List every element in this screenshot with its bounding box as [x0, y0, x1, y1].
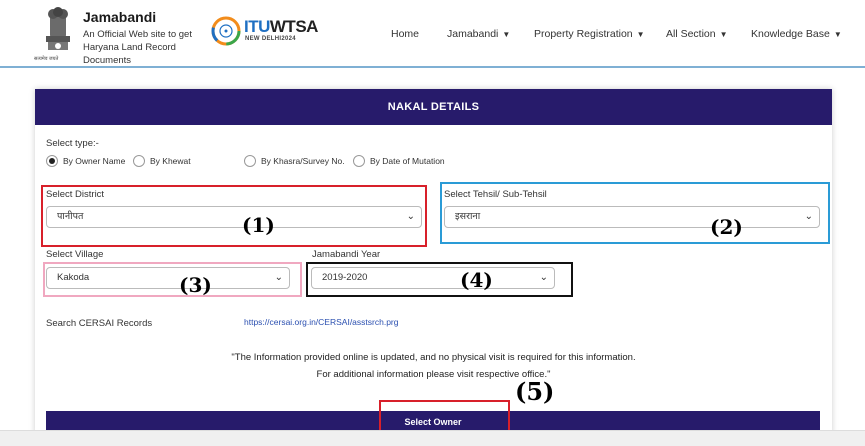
annotation-label-2: (2) [710, 215, 743, 239]
caret-down-icon: ▼ [719, 30, 728, 39]
itu-city: NEW DELHI2024 [245, 36, 296, 42]
annotation-box-2 [440, 182, 830, 244]
radio-unchecked-icon[interactable] [244, 155, 256, 167]
radio-unchecked-icon[interactable] [133, 155, 145, 167]
tehsil-label: Select Tehsil/ Sub-Tehsil [444, 189, 547, 200]
page-footer-strip [0, 430, 865, 446]
itu-wtsa-logo-icon [211, 16, 241, 46]
select-type-label: Select type:- [46, 138, 99, 149]
cersai-label: Search CERSAI Records [46, 318, 153, 329]
nav-home[interactable]: Home [391, 28, 420, 40]
site-subtitle: An Official Web site to get Haryana Land Record Documents [83, 29, 192, 66]
annotation-box-1 [41, 185, 427, 247]
village-value: Kakoda [57, 272, 90, 283]
chevron-down-icon: ⌄ [274, 272, 283, 283]
annotation-label-3: (3) [179, 273, 212, 297]
nav-jamabandi[interactable]: Jamabandi ▼ [447, 28, 511, 40]
tehsil-value: इसराना [455, 211, 481, 222]
radio-unchecked-icon[interactable] [353, 155, 365, 167]
radio-by-owner-name[interactable]: By Owner Name [46, 155, 125, 167]
annotation-box-3 [43, 262, 302, 297]
radio-by-khasra[interactable]: By Khasra/Survey No. [244, 155, 345, 167]
caret-down-icon: ▼ [502, 30, 511, 39]
annotation-label-1: (1) [242, 213, 275, 237]
radio-by-khewat[interactable]: By Khewat [133, 155, 191, 167]
annotation-box-4 [306, 262, 573, 297]
radio-by-date-of-mutation[interactable]: By Date of Mutation [353, 155, 445, 167]
nav-all-section[interactable]: All Section ▼ [666, 28, 728, 40]
itu-wtsa-wordmark: ITUWTSA [244, 17, 318, 36]
district-label: Select District [46, 189, 105, 200]
notice-line-1: "The Information provided online is updated, and no physical visit is required for this information. [231, 352, 636, 363]
emblem-caption: सत्यमेव जयते [34, 56, 59, 62]
select-owner-label: Select Owner [404, 417, 462, 427]
year-value: 2019-2020 [322, 272, 368, 283]
chevron-down-icon: ⌄ [406, 211, 415, 222]
chevron-down-icon: ⌄ [804, 211, 813, 222]
site-title[interactable]: Jamabandi [83, 9, 157, 25]
annotation-label-4: (4) [460, 268, 493, 292]
cersai-link[interactable]: https://cersai.org.in/CERSAI/asstsrch.prg [244, 317, 399, 327]
chevron-down-icon: ⌄ [539, 272, 548, 283]
nav-property-registration[interactable]: Property Registration ▼ [534, 28, 645, 40]
radio-checked-icon[interactable] [46, 155, 58, 167]
caret-down-icon: ▼ [636, 30, 645, 39]
district-value: पानीपत [57, 211, 84, 222]
village-label: Select Village [46, 249, 104, 260]
site-header [0, 0, 865, 68]
annotation-label-5: (5) [515, 377, 555, 406]
year-label: Jamabandi Year [312, 249, 381, 260]
nav-knowledge-base[interactable]: Knowledge Base ▼ [751, 28, 842, 40]
caret-down-icon: ▼ [833, 30, 842, 39]
notice-line-2: For additional information please visit respective office." [316, 369, 551, 380]
panel-title: NAKAL DETAILS [35, 89, 832, 125]
